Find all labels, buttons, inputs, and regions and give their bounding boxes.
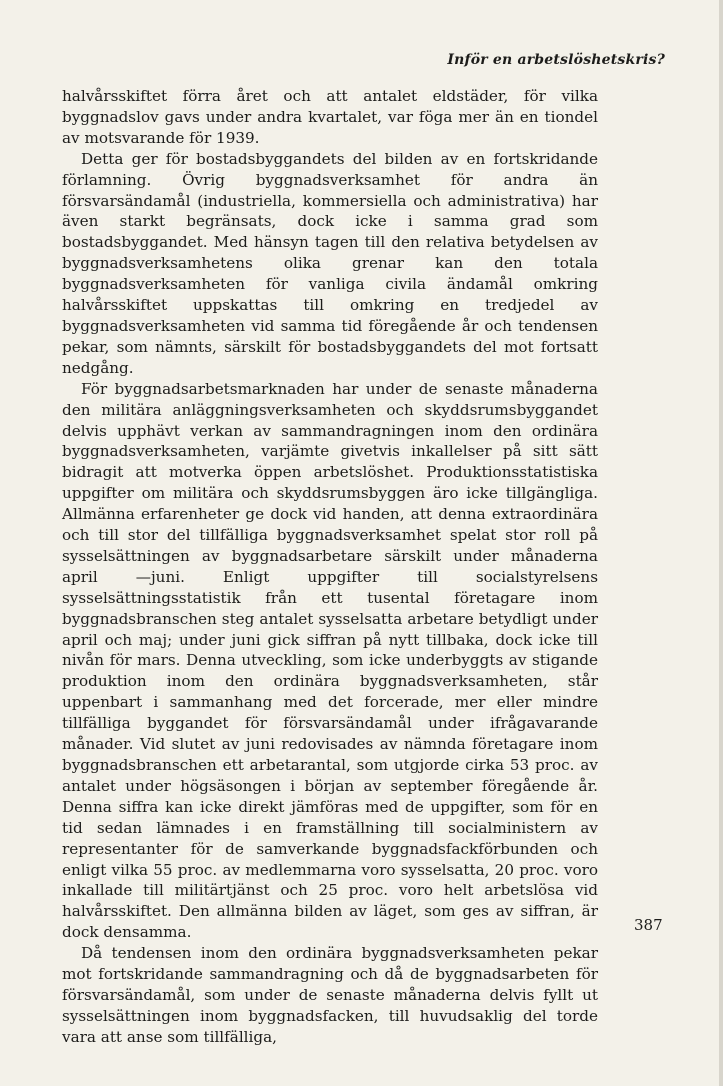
body-text (62, 86, 598, 1048)
running-header: Inför en arbetslöshetskris? (447, 52, 665, 68)
page-edge (719, 0, 723, 1086)
paragraph: För byggnadsarbetsmarknaden har under de senaste månaderna den militära anläggningsverksamheten och skyddsrumsbyggandet delvis upphävt verkan av sammandragningen inom den ordinära byggnadsverksamheten, varjämte givetvis inkallelser på sitt sätt bidragit att motverka öppen arbetslöshet. Produktionsstatistiska uppgifter om militära och skyddsrumsbyggen äro icke tillgängliga. Allmänna erfarenheter ge dock vid handen, att denna extraordinära och till stor del tillfälliga byggnadsverksamhet spelat stor roll på sysselsättningen av byggnadsarbetare särskilt under månaderna april —juni. Enligt uppgifter till socialstyrelsens sysselsättningsstatistik från ett tusental företagare inom byggnadsbranschen steg antalet sysselsatta arbetare betydligt under april och maj; under juni gick siffran på nytt tillbaka, dock icke till nivån för mars. Denna utveckling, som icke underbyggts av stigande produktion inom den ordinära byggnadsverksamheten, står uppenbart i sammanhang med det forcerade, mer eller mindre tillfälliga byggandet för försvarsändamål under ifrågavarande månader. Vid slutet av juni redovisades av nämnda företagare inom byggnadsbranschen ett arbetarantal, som utgjorde cirka 53 proc. av antalet under högsäsongen i början av september föregående år. Denna siffra kan icke direkt jämföras med de uppgifter, som för en tid sedan lämnades i en framställning till socialministern av representanter för de samverkande byggnadsfackförbunden och enligt vilka 55 proc. av medlemmarna voro sysselsatta, 20 proc. voro inkallade till militärtjänst och 25 proc. voro helt arbetslösa vid halvårsskiftet. Den allmänna bilden av läget, som ges av siffran, är dock densamma. (62, 379, 598, 942)
paragraph: halvårsskiftet förra året och att antalet eldstäder, för vilka byggnadslov gavs under andra kvartalet, var föga mer än en tiondel av motsvarande för 1939. (62, 87, 598, 147)
paragraph: Detta ger för bostadsbyggandets del bilden av en fortskridande förlamning. Övrig byggnadsverksamhet för andra än försvarsändamål (industriella, kommersiella och administrativa) har även starkt begränsats, dock icke i samma grad som bostadsbyggandet. Med hänsyn tagen till den relativa betydelsen av byggnadsverksamhetens olika grenar kan den totala byggnadsverksamheten för vanliga civila ändamål omkring halvårsskiftet uppskattas till omkring en tredjedel av byggnadsverksamheten vid samma tid föregående år och tendensen pekar, som nämnts, särskilt för bostadsbyggandets del mot fortsatt nedgång. (62, 149, 598, 377)
paragraph: Då tendensen inom den ordinära byggnadsverksamheten pekar mot fortskridande sammandragning och då de byggnadsarbeten för försvarsändamål, som under de senaste månaderna delvis fyllt ut sysselsättningen inom byggnadsfacken, till huvudsaklig del torde vara att anse som tillfälliga, (62, 944, 598, 1046)
page-number: 387 (634, 916, 663, 934)
